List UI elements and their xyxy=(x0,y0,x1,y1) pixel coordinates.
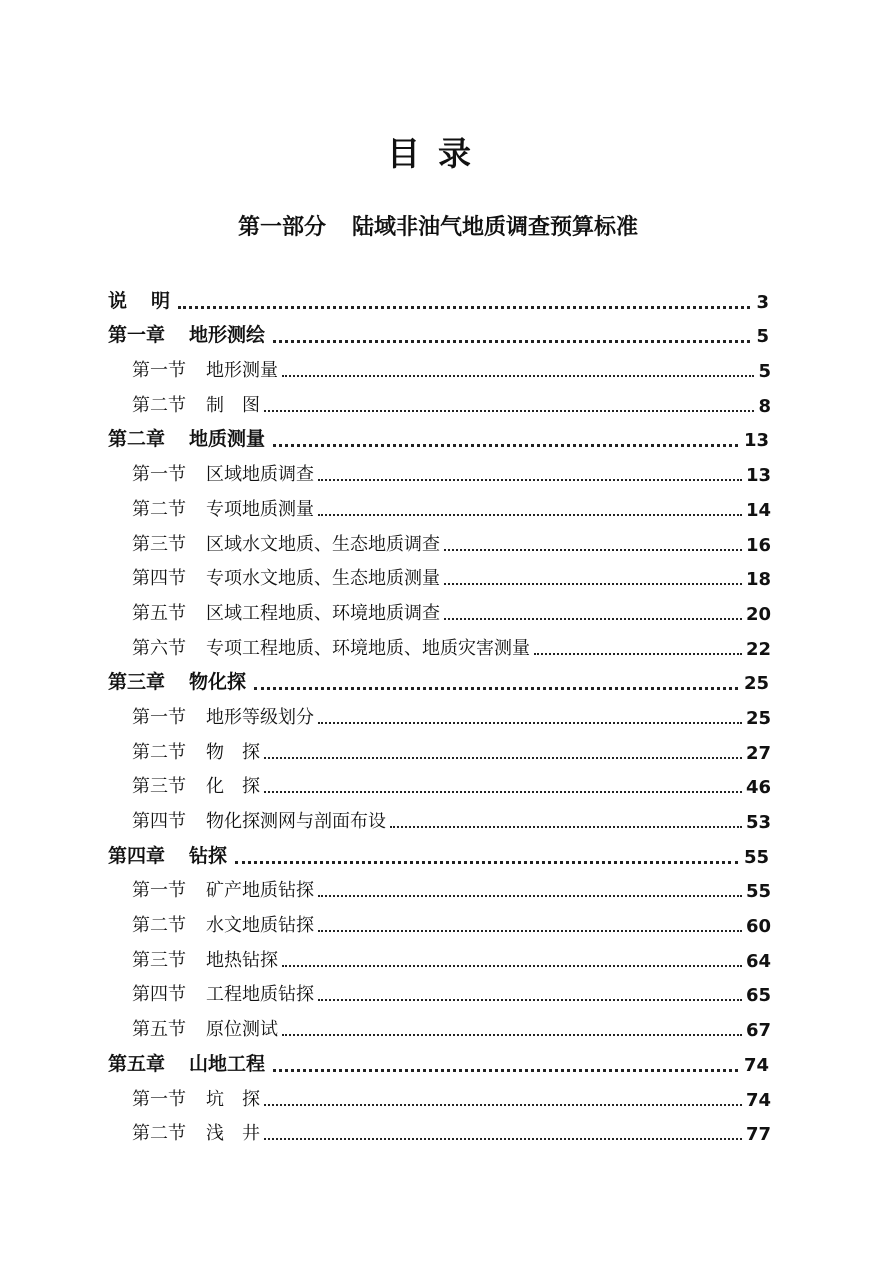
toc-section-entry[interactable] xyxy=(0,1012,876,1047)
toc-page-number: 13 xyxy=(743,430,769,452)
toc-entry-number: 第四节 xyxy=(132,984,186,1006)
toc-entry-title: 原位测试 xyxy=(206,1019,278,1041)
page-title: 目录 xyxy=(387,134,489,173)
toc-entry-number: 第四章 xyxy=(108,844,166,867)
dot-leader xyxy=(318,930,742,932)
toc-entry-number: 第一章 xyxy=(108,324,166,347)
toc-chapter-entry[interactable] xyxy=(0,423,876,458)
toc-entry-title: 区域工程地质、环境地质调查 xyxy=(206,602,440,624)
toc-entry-title: 明 xyxy=(151,289,171,312)
dot-leader xyxy=(318,514,742,516)
dot-leader xyxy=(318,722,742,724)
dot-leader xyxy=(264,757,742,759)
toc-entry-number: 第一节 xyxy=(132,1088,186,1110)
dot-leader xyxy=(534,653,742,655)
toc-section-entry[interactable] xyxy=(0,700,876,735)
toc-entry-title: 专项地质测量 xyxy=(206,498,314,520)
toc-page-number: 27 xyxy=(745,742,771,764)
toc-entry-title: 工程地质钻探 xyxy=(206,984,314,1006)
toc-entry-title: 水文地质钻探 xyxy=(206,915,314,937)
toc-section-entry[interactable] xyxy=(0,388,876,423)
toc-entry-number: 第五章 xyxy=(108,1052,166,1075)
toc-page-number: 55 xyxy=(743,846,769,868)
dot-leader xyxy=(390,826,742,828)
dot-leader xyxy=(273,340,750,343)
toc-entry-title: 坑 探 xyxy=(206,1088,260,1110)
toc-entry-number: 第五节 xyxy=(132,1019,186,1041)
toc-page-number: 22 xyxy=(745,638,771,660)
toc-entry-number: 说 xyxy=(108,289,128,312)
toc-entry-number: 第一节 xyxy=(132,360,186,382)
toc-entry-title: 专项工程地质、环境地质、地质灾害测量 xyxy=(206,637,530,659)
toc-section-entry[interactable] xyxy=(0,631,876,666)
toc-section-entry[interactable] xyxy=(0,908,876,943)
toc-entry-title: 化 探 xyxy=(206,776,260,798)
part-number: 第一部分 xyxy=(237,215,326,240)
dot-leader xyxy=(273,444,738,447)
toc-page-number: 5 xyxy=(756,326,769,348)
dot-leader xyxy=(273,1069,738,1072)
toc-section-entry[interactable] xyxy=(0,562,876,597)
toc-entry-number: 第四节 xyxy=(132,811,186,832)
toc-entry-title: 地形等级划分 xyxy=(206,706,314,728)
toc-entry-title: 浅 井 xyxy=(206,1123,260,1145)
toc-chapter-entry[interactable] xyxy=(0,839,876,874)
dot-leader xyxy=(444,583,742,585)
toc-entry-number: 第一节 xyxy=(132,880,186,902)
toc-entry-title: 区域地质调查 xyxy=(206,464,314,486)
toc-entry-title: 制 图 xyxy=(206,394,260,416)
toc-page-number: 64 xyxy=(745,950,771,972)
toc-chapter-entry[interactable] xyxy=(0,1047,876,1082)
dot-leader xyxy=(235,861,738,864)
toc-entry-title: 物化探测网与剖面布设 xyxy=(206,811,386,832)
toc-section-entry[interactable] xyxy=(0,492,876,527)
toc-page-number: 14 xyxy=(745,499,771,521)
dot-leader xyxy=(444,618,742,620)
toc-entry-number: 第二节 xyxy=(132,1123,186,1145)
dot-leader xyxy=(264,410,754,412)
toc-page-number: 16 xyxy=(745,534,771,556)
toc-page-number: 77 xyxy=(745,1124,771,1146)
toc-page-number: 13 xyxy=(745,465,771,487)
toc-entry-title: 山地工程 xyxy=(189,1052,266,1075)
toc-chapter-entry[interactable] xyxy=(0,319,876,354)
toc-entry-title: 钻探 xyxy=(189,844,228,867)
toc-entry-number: 第一节 xyxy=(132,706,186,728)
toc-entry-title: 地形测绘 xyxy=(189,324,266,347)
dot-leader xyxy=(318,895,742,897)
toc-section-entry[interactable] xyxy=(0,353,876,388)
toc-section-entry[interactable] xyxy=(0,1082,876,1117)
toc-page-number: 8 xyxy=(758,395,771,417)
toc-section-entry[interactable] xyxy=(0,874,876,909)
toc-entry-number: 第六节 xyxy=(132,637,186,659)
toc-page-number: 60 xyxy=(745,916,771,938)
toc-entry-number: 第五节 xyxy=(132,602,186,624)
toc-page-number: 65 xyxy=(745,985,771,1007)
toc-entry-number: 第四节 xyxy=(132,568,186,590)
toc-section-entry[interactable] xyxy=(0,457,876,492)
dot-leader xyxy=(444,549,742,551)
toc-page-number: 55 xyxy=(745,881,771,903)
toc-section-entry[interactable] xyxy=(0,770,876,805)
table-of-contents xyxy=(0,284,876,1151)
toc-entry-title: 地形测量 xyxy=(206,360,278,382)
toc-chapter-entry[interactable] xyxy=(0,666,876,701)
toc-page-number: 25 xyxy=(743,673,769,695)
toc-entry-number: 第二章 xyxy=(108,428,166,451)
toc-section-entry[interactable] xyxy=(0,1117,876,1152)
toc-page-number: 74 xyxy=(743,1054,769,1076)
toc-section-entry[interactable] xyxy=(0,978,876,1013)
toc-page-number: 74 xyxy=(745,1089,771,1111)
toc-page-number: 20 xyxy=(745,603,771,625)
toc-chapter-entry[interactable] xyxy=(0,284,876,319)
toc-entry-number: 第二节 xyxy=(132,394,186,416)
toc-entry-title: 矿产地质钻探 xyxy=(206,880,314,902)
dot-leader xyxy=(254,687,738,690)
part-name: 陆域非油气地质调查预算标准 xyxy=(352,215,639,240)
toc-section-entry[interactable] xyxy=(0,735,876,770)
toc-section-entry[interactable] xyxy=(0,596,876,631)
toc-entry-number: 第一节 xyxy=(132,464,186,486)
toc-page-number: 67 xyxy=(745,1020,771,1042)
dot-leader xyxy=(264,1138,742,1140)
toc-page-number: 18 xyxy=(745,569,771,591)
toc-entry-number: 第三章 xyxy=(108,671,166,694)
toc-entry-number: 第二节 xyxy=(132,915,186,937)
toc-entry-number: 第三节 xyxy=(132,776,186,798)
dot-leader xyxy=(282,965,742,967)
part-heading xyxy=(0,210,876,241)
toc-section-entry[interactable] xyxy=(0,943,876,978)
toc-entry-number: 第二节 xyxy=(132,498,186,520)
dot-leader xyxy=(264,791,742,793)
toc-entry-title: 专项水文地质、生态地质测量 xyxy=(206,568,440,590)
toc-entry-title: 地热钻探 xyxy=(206,949,278,971)
dot-leader xyxy=(282,375,754,377)
dot-leader xyxy=(318,999,742,1001)
toc-entry-number: 第三节 xyxy=(132,949,186,971)
toc-entry-number: 第三节 xyxy=(132,533,186,555)
toc-page-number: 25 xyxy=(745,707,771,729)
toc-page-number: 53 xyxy=(745,812,771,833)
toc-entry-title: 物 探 xyxy=(206,741,260,763)
toc-page-number: 5 xyxy=(758,361,771,383)
dot-leader xyxy=(282,1034,742,1036)
toc-entry-number: 第二节 xyxy=(132,741,186,763)
dot-leader xyxy=(318,479,742,481)
toc-entry-title: 物化探 xyxy=(189,671,247,694)
toc-entry-title: 地质测量 xyxy=(189,428,266,451)
dot-leader xyxy=(264,1104,742,1106)
toc-section-entry[interactable] xyxy=(0,527,876,562)
toc-section-entry[interactable] xyxy=(0,804,876,839)
toc-entry-title: 区域水文地质、生态地质调查 xyxy=(206,533,440,555)
toc-page-number: 3 xyxy=(756,291,769,313)
toc-page-number: 46 xyxy=(745,777,771,799)
dot-leader xyxy=(178,306,750,309)
